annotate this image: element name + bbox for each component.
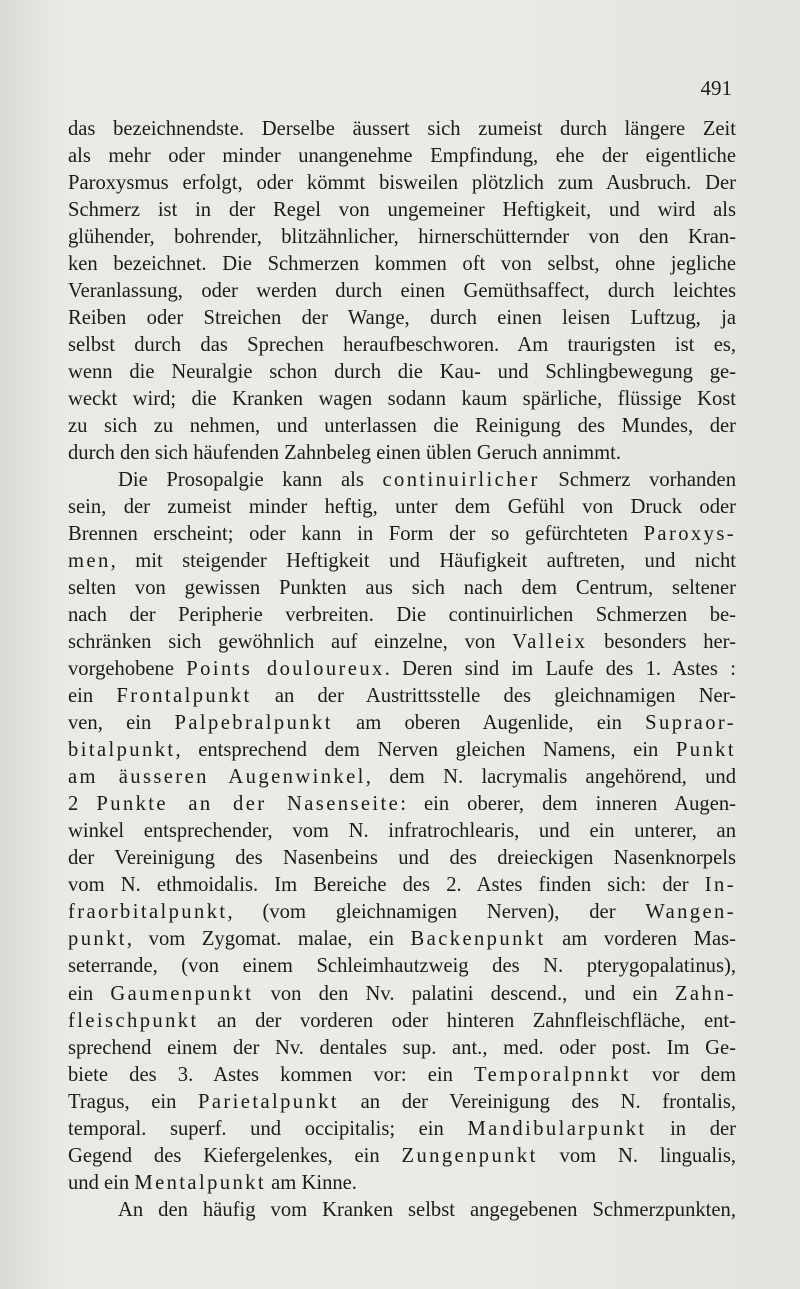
spaced-term: Zahn- [674,982,737,1005]
text-run: als mehr oder minder unangenehme Empfindung, ehe der eigentliche [68,145,736,168]
spaced-term: Points douloureux [186,658,385,681]
text-line [68,116,736,143]
spaced-term: men [68,550,111,573]
spaced-term: Punkt [675,739,736,762]
text-line [68,305,736,332]
text-line [68,737,736,764]
text-run: an der Austrittsstelle des gleichnamigen Ner- [251,685,737,708]
text-run: Reiben oder Streichen der Wange, durch einen leisen Luftzug, ja [68,307,736,330]
spaced-term: Mandibularpunkt [467,1117,647,1140]
text-line [68,494,736,521]
text-run: An den häufig vom Kranken selbst angegebenen Schmerzpunkten, [118,1198,736,1221]
text-line [68,278,736,305]
text-line [68,1143,736,1170]
text-line [68,251,736,278]
text-run: . Deren sind im Laufe des 1. Astes : [384,658,736,681]
text-run: in der [646,1117,736,1140]
text-line [68,197,736,224]
spaced-term: fleischpunkt [68,1009,199,1032]
text-line [68,521,736,548]
text-run: sein, der zumeist minder heftig, unter dem Gefühl von Druck oder [68,496,736,519]
text-line [68,791,736,818]
text-run: der Vereinigung des Nasenbeins und des dreieckigen Nasenknorpels [68,847,736,870]
text-run: , vom Zygomat. malae, ein [126,928,411,951]
text-run: am oberen Augenlide, ein [332,712,646,735]
text-run: von den Nv. palatini descend., und ein [253,982,675,1005]
text-run: besonders her- [587,631,736,654]
text-run: das bezeichnendste. Derselbe äussert sich zumeist durch längere Zeit [68,118,736,140]
text-run: Gegend des Kiefergelenkes, ein [68,1144,402,1167]
text-run: seterrande, (von einem Schleimhautzweig des N. pterygopalatinus), [68,955,736,978]
text-line [68,656,736,683]
page-number: 491 [700,76,732,100]
spaced-term: Punkte an der Nasenseite [96,793,401,816]
text-line [68,1089,736,1116]
text-run: , entsprechend dem Nerven gleichen Namens, ein [175,739,676,762]
text-run: schränken sich gewöhnlich auf einzelne, von [68,631,513,654]
text-run: glühender, bohrender, blitzähnlicher, hirnerschütternder von den Kran- [68,226,736,249]
text-run: selten von gewissen Punkten aus sich nach dem Centrum, seltener [68,577,736,600]
text-line [68,1035,736,1062]
text-line [68,683,736,710]
text-run: und ein [68,1171,135,1194]
text-run: 2 [68,793,97,816]
spaced-term: Frontalpunkt [116,685,252,708]
text-line [68,413,736,440]
text-run: temporal. superf. und occipitalis; ein [68,1117,468,1140]
text-line [68,386,736,413]
text-run: ein [68,982,111,1005]
text-run: nach der Peripherie verbreiten. Die continuirlichen Schmerzen be- [68,604,736,627]
text-run: an der Vereinigung des N. frontalis, [339,1090,736,1113]
text-line [68,1008,736,1035]
text-run: an der vorderen oder hinteren Zahnfleischfläche, ent- [198,1009,736,1032]
text-line [68,1170,736,1197]
text-line [68,899,736,926]
text-line [68,332,736,359]
text-line [68,170,736,197]
text-run: winkel entsprechender, vom N. infratrochlearis, und ein unterer, an [68,820,736,843]
body-text [68,116,736,1224]
text-run: Die Prosopalgie kann als [118,469,383,492]
text-run: vom N. lingualis, [537,1144,736,1167]
text-run: selbst durch das Sprechen heraufbeschworen. Am traurigsten ist es, [68,334,736,357]
text-run: : ein oberer, dem inneren Augen- [400,793,737,816]
text-line [68,359,736,386]
text-run: Tragus, ein [68,1090,199,1113]
text-run: wenn die Neuralgie schon durch die Kau- und Schlingbewegung ge- [68,361,736,384]
text-run: durch den sich häufenden Zahnbeleg einen üblen Geruch annimmt. [68,442,621,465]
text-run: weckt wird; die Kranken wagen sodann kaum spärliche, flüssige Kost [68,388,736,411]
text-run: Veranlassung, oder werden durch einen Gemüthsaffect, durch leichtes [68,280,736,303]
text-line [68,143,736,170]
spaced-term: am äusseren Augenwinkel [68,766,366,789]
text-run: am vorderen Mas- [545,928,736,951]
text-line [68,710,736,737]
text-run: Brennen erscheint; oder kann in Form der so gefürchteten [68,523,644,546]
text-run: Schmerz ist in der Regel von ungemeiner Heftigkeit, und wird als [68,199,736,222]
text-run: biete des 3. Astes kommen vor: ein [68,1063,475,1086]
text-line [68,845,736,872]
text-run: , dem N. lacrymalis angehörend, und [365,766,737,789]
spaced-term: Gaumenpunkt [110,982,254,1005]
text-run: ken bezeichnet. Die Schmerzen kommen oft von selbst, ohne jegliche [68,253,736,276]
text-run: ein [68,685,117,708]
text-line [68,1062,736,1089]
text-line [68,953,736,980]
text-run: vor dem [630,1063,736,1086]
spaced-term: punkt [68,928,127,951]
text-line [68,818,736,845]
text-run: ven, ein [68,712,175,735]
text-line [68,872,736,899]
text-run: , mit steigender Heftigkeit und Häufigkeit auftreten, und nicht [110,550,736,573]
text-run: , (vom gleichnamigen Nerven), der [227,901,646,924]
text-run: am Kinne. [266,1171,357,1194]
text-line [68,467,736,494]
spaced-term: Backenpunkt [410,928,546,951]
text-line [68,926,736,953]
text-line [68,1197,736,1224]
text-line [68,440,736,467]
text-run: sprechend einem der Nv. dentales sup. ant., med. oder post. Im Ge- [68,1036,736,1059]
text-run: vorgehobene [68,658,187,681]
spaced-term: fraorbitalpunkt [68,901,228,924]
text-line [68,629,736,656]
spaced-term: Temporalpnnkt [474,1063,631,1086]
text-line [68,575,736,602]
text-run: zu sich zu nehmen, und unterlassen die Reinigung des Mundes, der [68,415,736,438]
spaced-term: continuirlicher [382,469,540,492]
text-line [68,548,736,575]
text-run: Schmerz vorhanden [539,469,736,492]
spaced-term: Zungenpunkt [401,1144,538,1167]
spaced-term: In- [704,874,736,897]
spaced-term: Mentalpunkt [134,1171,267,1194]
text-line [68,602,736,629]
text-line [68,224,736,251]
text-run: vom N. ethmoidalis. Im Bereiche des 2. Astes finden sich: der [68,874,705,897]
spaced-term: Wangen- [645,901,736,924]
spaced-term: Palpebralpunkt [174,712,333,735]
text-run: Paroxysmus erfolgt, oder kömmt bisweilen plötzlich zum Ausbruch. Der [68,172,736,195]
spaced-term: Paroxys- [643,523,736,546]
spaced-term: bitalpunkt [68,739,176,762]
spaced-term: Parietalpunkt [198,1090,340,1113]
text-line [68,764,736,791]
spaced-term: Valleix [512,631,588,654]
text-line [68,1116,736,1143]
text-line [68,981,736,1008]
spaced-term: Supraor- [645,712,737,735]
